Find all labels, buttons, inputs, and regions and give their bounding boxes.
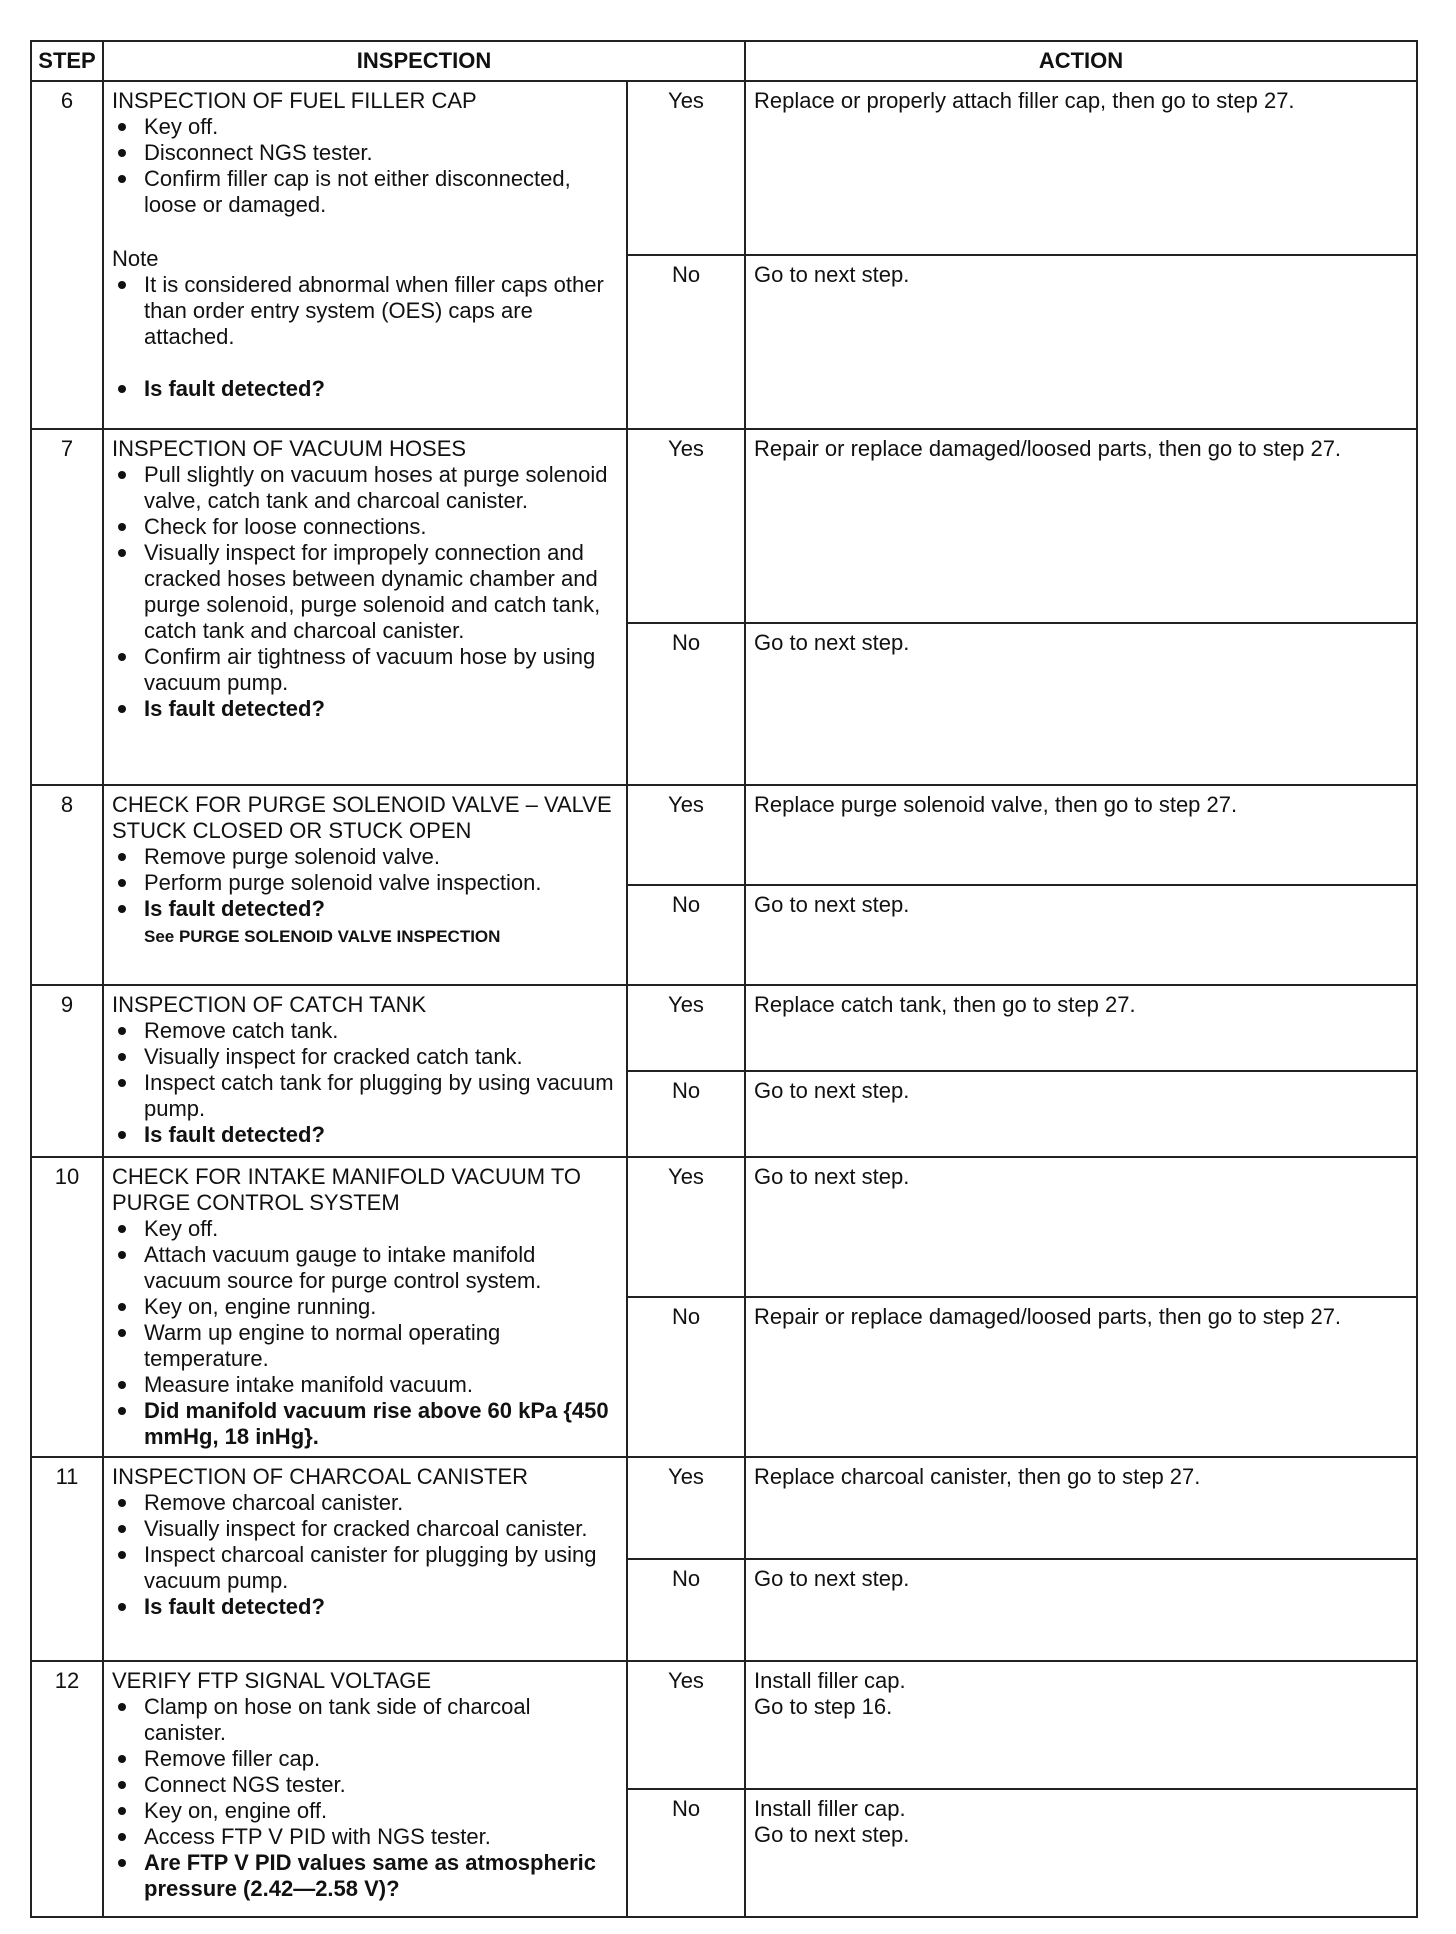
inspection-cell bbox=[103, 81, 627, 429]
inspection-title: INSPECTION OF CATCH TANK bbox=[112, 992, 427, 1017]
no-label: No bbox=[627, 623, 745, 785]
note-label: Note bbox=[112, 246, 159, 271]
no-action bbox=[745, 1789, 1417, 1917]
step-number: 6 bbox=[31, 81, 103, 429]
action-line: Install filler cap. bbox=[754, 1796, 906, 1821]
bullet-item: Confirm air tightness of vacuum hose by using vacuum pump. bbox=[112, 644, 618, 696]
step-11-yes-row bbox=[31, 1457, 1417, 1559]
header-step: STEP bbox=[31, 41, 103, 81]
step-number: 11 bbox=[31, 1457, 103, 1661]
step-number: 7 bbox=[31, 429, 103, 785]
note-bullets bbox=[112, 272, 618, 350]
header-inspection: INSPECTION bbox=[103, 41, 745, 81]
bullet-item: Key off. bbox=[112, 1216, 618, 1242]
inspection-bullets bbox=[112, 462, 618, 722]
question-list bbox=[112, 376, 618, 402]
question-item: Is fault detected? bbox=[112, 376, 618, 402]
bullet-item: Disconnect NGS tester. bbox=[112, 140, 618, 166]
step-8-yes-row bbox=[31, 785, 1417, 885]
diagnostic-procedure-table bbox=[30, 40, 1418, 1918]
inspection-title: CHECK FOR INTAKE MANIFOLD VACUUM TO PURGE CONTROL SYSTEM bbox=[112, 1164, 581, 1215]
no-action: Go to next step. bbox=[745, 1071, 1417, 1157]
question-item: Is fault detected? bbox=[112, 696, 618, 722]
no-action: Go to next step. bbox=[745, 885, 1417, 985]
question-item: Are FTP V PID values same as atmospheric pressure (2.42—2.58 V)? bbox=[112, 1850, 618, 1902]
yes-label: Yes bbox=[627, 1661, 745, 1789]
action-line: Install filler cap. bbox=[754, 1668, 906, 1693]
yes-label: Yes bbox=[627, 785, 745, 885]
inspection-cell bbox=[103, 429, 627, 785]
no-action: Repair or replace damaged/loosed parts, then go to step 27. bbox=[745, 1297, 1417, 1457]
yes-action: Replace charcoal canister, then go to step 27. bbox=[745, 1457, 1417, 1559]
header-row bbox=[31, 41, 1417, 81]
bullet-item: Key on, engine running. bbox=[112, 1294, 618, 1320]
step-number: 8 bbox=[31, 785, 103, 985]
step-6-yes-row bbox=[31, 81, 1417, 255]
bullet-item: Confirm filler cap is not either disconnected, loose or damaged. bbox=[112, 166, 618, 218]
step-10-yes-row bbox=[31, 1157, 1417, 1297]
no-label: No bbox=[627, 885, 745, 985]
inspection-title: CHECK FOR PURGE SOLENOID VALVE – VALVE STUCK CLOSED OR STUCK OPEN bbox=[112, 792, 612, 843]
bullet-item: Pull slightly on vacuum hoses at purge solenoid valve, catch tank and charcoal canister. bbox=[112, 462, 618, 514]
bullet-item: Key off. bbox=[112, 114, 618, 140]
no-action: Go to next step. bbox=[745, 255, 1417, 429]
inspection-bullets bbox=[112, 1490, 618, 1620]
inspection-cell bbox=[103, 1457, 627, 1661]
inspection-title: INSPECTION OF VACUUM HOSES bbox=[112, 436, 467, 461]
bullet-item: Access FTP V PID with NGS tester. bbox=[112, 1824, 618, 1850]
question-item: Is fault detected? bbox=[112, 1594, 618, 1620]
bullet-item: Remove charcoal canister. bbox=[112, 1490, 618, 1516]
yes-action: Replace catch tank, then go to step 27. bbox=[745, 985, 1417, 1071]
step-12-yes-row bbox=[31, 1661, 1417, 1789]
bullet-item: Check for loose connections. bbox=[112, 514, 618, 540]
header-action: ACTION bbox=[745, 41, 1417, 81]
inspection-bullets bbox=[112, 844, 618, 922]
yes-label: Yes bbox=[627, 429, 745, 623]
bullet-item: Inspect charcoal canister for plugging by using vacuum pump. bbox=[112, 1542, 618, 1594]
question-item: Is fault detected? bbox=[112, 896, 618, 922]
inspection-cell bbox=[103, 985, 627, 1157]
bullet-item: Clamp on hose on tank side of charcoal canister. bbox=[112, 1694, 618, 1746]
bullet-item: Warm up engine to normal operating temperature. bbox=[112, 1320, 618, 1372]
yes-action: Repair or replace damaged/loosed parts, then go to step 27. bbox=[745, 429, 1417, 623]
no-label: No bbox=[627, 255, 745, 429]
inspection-title: INSPECTION OF CHARCOAL CANISTER bbox=[112, 1464, 529, 1489]
no-action: Go to next step. bbox=[745, 623, 1417, 785]
bullet-item: Remove filler cap. bbox=[112, 1746, 618, 1772]
bullet-item: Perform purge solenoid valve inspection. bbox=[112, 870, 618, 896]
action-line: Go to step 16. bbox=[754, 1694, 893, 1719]
inspection-title: INSPECTION OF FUEL FILLER CAP bbox=[112, 88, 477, 113]
step-9-yes-row bbox=[31, 985, 1417, 1071]
no-label: No bbox=[627, 1559, 745, 1661]
no-label: No bbox=[627, 1789, 745, 1917]
step-number: 12 bbox=[31, 1661, 103, 1917]
inspection-cell bbox=[103, 785, 627, 985]
action-line: Go to next step. bbox=[754, 1822, 910, 1847]
inspection-title: VERIFY FTP SIGNAL VOLTAGE bbox=[112, 1668, 432, 1693]
bullet-item: Measure intake manifold vacuum. bbox=[112, 1372, 618, 1398]
bullet-item: It is considered abnormal when filler caps other than order entry system (OES) caps are attached. bbox=[112, 272, 618, 350]
no-label: No bbox=[627, 1071, 745, 1157]
inspection-bullets bbox=[112, 1216, 618, 1450]
no-action: Go to next step. bbox=[745, 1559, 1417, 1661]
see-reference: See PURGE SOLENOID VALVE INSPECTION bbox=[144, 927, 501, 946]
yes-action: Replace purge solenoid valve, then go to step 27. bbox=[745, 785, 1417, 885]
question-item: Did manifold vacuum rise above 60 kPa {450 mmHg, 18 inHg}. bbox=[112, 1398, 618, 1450]
inspection-cell bbox=[103, 1661, 627, 1917]
yes-label: Yes bbox=[627, 985, 745, 1071]
bullet-item: Key on, engine off. bbox=[112, 1798, 618, 1824]
step-7-yes-row bbox=[31, 429, 1417, 623]
inspection-cell bbox=[103, 1157, 627, 1457]
step-number: 10 bbox=[31, 1157, 103, 1457]
bullet-item: Visually inspect for cracked charcoal canister. bbox=[112, 1516, 618, 1542]
bullet-item: Attach vacuum gauge to intake manifold vacuum source for purge control system. bbox=[112, 1242, 618, 1294]
yes-label: Yes bbox=[627, 1457, 745, 1559]
inspection-bullets bbox=[112, 1694, 618, 1902]
yes-action: Go to next step. bbox=[745, 1157, 1417, 1297]
inspection-bullets bbox=[112, 1018, 618, 1148]
bullet-item: Connect NGS tester. bbox=[112, 1772, 618, 1798]
step-number: 9 bbox=[31, 985, 103, 1157]
bullet-item: Visually inspect for cracked catch tank. bbox=[112, 1044, 618, 1070]
yes-action: Replace or properly attach filler cap, then go to step 27. bbox=[745, 81, 1417, 255]
no-label: No bbox=[627, 1297, 745, 1457]
procedure-page bbox=[30, 40, 1416, 1918]
inspection-bullets bbox=[112, 114, 618, 218]
bullet-item: Visually inspect for impropely connection and cracked hoses between dynamic chamber and purge solenoid, purge solenoid and catch tank, catch tank and charcoal canister. bbox=[112, 540, 618, 644]
question-item: Is fault detected? bbox=[112, 1122, 618, 1148]
bullet-item: Remove catch tank. bbox=[112, 1018, 618, 1044]
bullet-item: Inspect catch tank for plugging by using vacuum pump. bbox=[112, 1070, 618, 1122]
yes-label: Yes bbox=[627, 1157, 745, 1297]
yes-label: Yes bbox=[627, 81, 745, 255]
bullet-item: Remove purge solenoid valve. bbox=[112, 844, 618, 870]
yes-action bbox=[745, 1661, 1417, 1789]
